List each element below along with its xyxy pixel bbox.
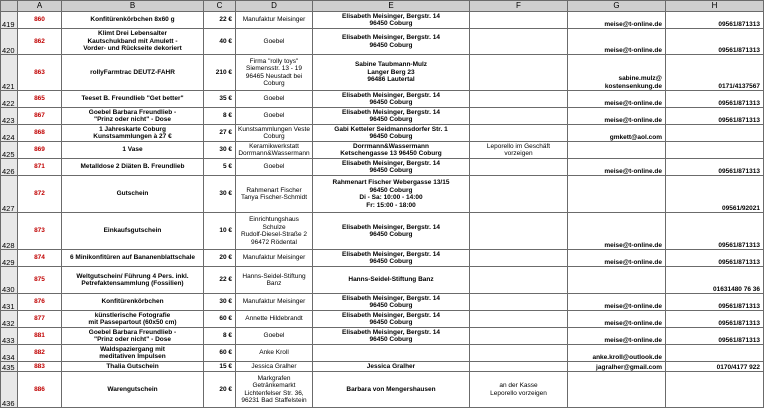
- cell-value[interactable]: 22 €: [204, 12, 236, 29]
- cell-email[interactable]: meise@t-online.de: [568, 91, 666, 108]
- cell-number[interactable]: 873: [18, 213, 62, 250]
- cell-donor[interactable]: Goebel: [236, 159, 313, 176]
- cell-number[interactable]: 876: [18, 294, 62, 311]
- cell-donor[interactable]: Anke Kroll: [236, 345, 313, 362]
- row-number[interactable]: 432: [1, 311, 18, 328]
- cell-email[interactable]: meise@t-online.de: [568, 328, 666, 345]
- cell-pickup-address[interactable]: Gabi Ketteler Seidmannsdorfer Str. 1 96450 Coburg: [313, 125, 470, 142]
- cell-item[interactable]: Goebel Barbara Freundlieb - "Prinz oder nicht" - Dose: [62, 328, 204, 345]
- cell-item[interactable]: Weltgutschein/ Führung 4 Pers. inkl. Petrefaktensammlung (Fossilien): [62, 267, 204, 294]
- cell-value[interactable]: 20 €: [204, 372, 236, 408]
- cell-note[interactable]: [470, 345, 568, 362]
- cell-item[interactable]: künstlerische Fotografie mit Passepartout (60x50 cm): [62, 311, 204, 328]
- cell-number[interactable]: 882: [18, 345, 62, 362]
- cell-pickup-address[interactable]: Elisabeth Meisinger, Bergstr. 14 96450 Coburg: [313, 311, 470, 328]
- cell-value[interactable]: 27 €: [204, 125, 236, 142]
- cell-email[interactable]: jagralher@gmail.com: [568, 362, 666, 372]
- cell-pickup-address[interactable]: Elisabeth Meisinger, Bergstr. 14 96450 Coburg: [313, 250, 470, 267]
- column-header-d[interactable]: D: [236, 1, 313, 12]
- cell-item[interactable]: rollyFarmtrac DEUTZ-FAHR: [62, 55, 204, 91]
- cell-email[interactable]: anke.kroll@outlook.de: [568, 345, 666, 362]
- cell-number[interactable]: 872: [18, 176, 62, 213]
- cell-phone[interactable]: [666, 142, 764, 159]
- table-row: [1, 142, 764, 159]
- row-number[interactable]: 429: [1, 250, 18, 267]
- cell-note[interactable]: [470, 267, 568, 294]
- corner-cell[interactable]: [1, 1, 18, 12]
- cell-donor[interactable]: Manufaktur Meisinger: [236, 12, 313, 29]
- cell-note[interactable]: [470, 176, 568, 213]
- row-number[interactable]: 424: [1, 125, 18, 142]
- table-row: [1, 91, 764, 108]
- row-number[interactable]: 434: [1, 345, 18, 362]
- table-row: [1, 372, 764, 408]
- cell-phone[interactable]: 09561/871313: [666, 294, 764, 311]
- cell-note[interactable]: [470, 362, 568, 372]
- cell-donor[interactable]: Manufaktur Meisinger: [236, 294, 313, 311]
- cell-note[interactable]: [470, 294, 568, 311]
- cell-pickup-address[interactable]: Elisabeth Meisinger, Bergstr. 14 96450 Coburg: [313, 29, 470, 55]
- cell-note[interactable]: [470, 55, 568, 91]
- cell-value[interactable]: 8 €: [204, 328, 236, 345]
- cell-value[interactable]: 5 €: [204, 159, 236, 176]
- cell-phone[interactable]: 09561/92021: [666, 176, 764, 213]
- cell-item[interactable]: Metalldose 2 Diäten B. Freundlieb: [62, 159, 204, 176]
- cell-pickup-address[interactable]: [313, 345, 470, 362]
- cell-phone[interactable]: 0171/4137567: [666, 55, 764, 91]
- table-row: [1, 125, 764, 142]
- cell-item[interactable]: Teeset B. Freundlieb "Get better": [62, 91, 204, 108]
- cell-note[interactable]: an der Kasse Leporello vorzeigen: [470, 372, 568, 408]
- cell-phone[interactable]: 09561/871313: [666, 91, 764, 108]
- cell-donor[interactable]: Keramikwerkstatt Dorrmann&Wassermann: [236, 142, 313, 159]
- cell-donor[interactable]: Goebel: [236, 328, 313, 345]
- cell-email[interactable]: meise@t-online.de: [568, 311, 666, 328]
- cell-note[interactable]: [470, 213, 568, 250]
- cell-number[interactable]: 867: [18, 108, 62, 125]
- cell-item[interactable]: Warengutschein: [62, 372, 204, 408]
- cell-item[interactable]: 1 Vase: [62, 142, 204, 159]
- cell-phone[interactable]: 09561/871313: [666, 311, 764, 328]
- table-row: [1, 267, 764, 294]
- column-header-e[interactable]: E: [313, 1, 470, 12]
- table-row: [1, 311, 764, 328]
- cell-number[interactable]: 863: [18, 55, 62, 91]
- row-number[interactable]: 420: [1, 29, 18, 55]
- cell-value[interactable]: 40 €: [204, 29, 236, 55]
- column-header-b[interactable]: B: [62, 1, 204, 12]
- cell-item[interactable]: Konfitürenkörbchen: [62, 294, 204, 311]
- cell-item[interactable]: 6 Minikonfitüren auf Bananenblattschale: [62, 250, 204, 267]
- cell-item[interactable]: Thalia Gutschein: [62, 362, 204, 372]
- column-header-a[interactable]: A: [18, 1, 62, 12]
- table-row: [1, 250, 764, 267]
- row-number[interactable]: 433: [1, 328, 18, 345]
- cell-email[interactable]: [568, 372, 666, 408]
- table-row: [1, 294, 764, 311]
- cell-donor[interactable]: Markgrafen Getränkemarkt Lichtenfelser Str. 36, 96231 Bad Staffelstein: [236, 372, 313, 408]
- cell-donor[interactable]: Goebel: [236, 108, 313, 125]
- cell-phone[interactable]: 09561/871313: [666, 250, 764, 267]
- cell-note[interactable]: [470, 29, 568, 55]
- cell-note[interactable]: [470, 91, 568, 108]
- cell-email[interactable]: sabine.mulz@ kostensenkung.de: [568, 55, 666, 91]
- column-header-h[interactable]: H: [666, 1, 764, 12]
- cell-value[interactable]: 30 €: [204, 294, 236, 311]
- cell-pickup-address[interactable]: Elisabeth Meisinger, Bergstr. 14 96450 Coburg: [313, 213, 470, 250]
- table-row: [1, 345, 764, 362]
- cell-note[interactable]: [470, 328, 568, 345]
- row-number[interactable]: 422: [1, 91, 18, 108]
- cell-value[interactable]: 30 €: [204, 142, 236, 159]
- cell-number[interactable]: 868: [18, 125, 62, 142]
- cell-value[interactable]: 60 €: [204, 311, 236, 328]
- cell-value[interactable]: 210 €: [204, 55, 236, 91]
- cell-email[interactable]: [568, 267, 666, 294]
- cell-note[interactable]: [470, 159, 568, 176]
- cell-email[interactable]: [568, 142, 666, 159]
- table-row: [1, 176, 764, 213]
- cell-donor[interactable]: Einrichtungshaus Schulze Rudolf-Diesel-Straße 2 96472 Rödental: [236, 213, 313, 250]
- row-number[interactable]: 435: [1, 362, 18, 372]
- cell-number[interactable]: 883: [18, 362, 62, 372]
- cell-email[interactable]: [568, 176, 666, 213]
- cell-phone[interactable]: 09561/871313: [666, 29, 764, 55]
- cell-pickup-address[interactable]: Hanns-Seidel-Stiftung Banz: [313, 267, 470, 294]
- cell-donor[interactable]: Kunstsammlungen Veste Coburg: [236, 125, 313, 142]
- cell-phone[interactable]: 09561/871313: [666, 159, 764, 176]
- cell-email[interactable]: gmkett@aol.com: [568, 125, 666, 142]
- cell-value[interactable]: 30 €: [204, 176, 236, 213]
- column-header-g[interactable]: G: [568, 1, 666, 12]
- cell-value[interactable]: 60 €: [204, 345, 236, 362]
- cell-donor[interactable]: Goebel: [236, 91, 313, 108]
- cell-number[interactable]: 865: [18, 91, 62, 108]
- row-number[interactable]: 421: [1, 55, 18, 91]
- cell-note[interactable]: [470, 12, 568, 29]
- cell-email[interactable]: meise@t-online.de: [568, 108, 666, 125]
- cell-number[interactable]: 862: [18, 29, 62, 55]
- cell-number[interactable]: 877: [18, 311, 62, 328]
- cell-email[interactable]: meise@t-online.de: [568, 159, 666, 176]
- cell-donor[interactable]: Manufaktur Meisinger: [236, 250, 313, 267]
- cell-phone[interactable]: 09561/871313: [666, 12, 764, 29]
- column-header-row: [1, 1, 764, 12]
- cell-note[interactable]: [470, 250, 568, 267]
- cell-email[interactable]: meise@t-online.de: [568, 250, 666, 267]
- cell-pickup-address[interactable]: Elisabeth Meisinger, Bergstr. 14 96450 Coburg: [313, 294, 470, 311]
- cell-value[interactable]: 22 €: [204, 267, 236, 294]
- row-number[interactable]: 426: [1, 159, 18, 176]
- table-row: [1, 213, 764, 250]
- row-number[interactable]: 427: [1, 176, 18, 213]
- row-number[interactable]: 436: [1, 372, 18, 408]
- table-row: [1, 362, 764, 372]
- row-number[interactable]: 431: [1, 294, 18, 311]
- cell-pickup-address[interactable]: Elisabeth Meisinger, Bergstr. 14 96450 Coburg: [313, 12, 470, 29]
- cell-note[interactable]: [470, 108, 568, 125]
- cell-item[interactable]: Goebel Barbara Freundlieb - "Prinz oder nicht" - Dose: [62, 108, 204, 125]
- cell-pickup-address[interactable]: Barbara von Mengershausen: [313, 372, 470, 408]
- cell-donor[interactable]: Jessica Gralher: [236, 362, 313, 372]
- cell-email[interactable]: meise@t-online.de: [568, 294, 666, 311]
- cell-note[interactable]: Leporello im Geschäft vorzeigen: [470, 142, 568, 159]
- column-header-c[interactable]: C: [204, 1, 236, 12]
- cell-item[interactable]: 1 Jahreskarte Coburg Kunstsammlungen à 27 €: [62, 125, 204, 142]
- cell-item[interactable]: Konfitürenkörbchen 8x60 g: [62, 12, 204, 29]
- table-row: [1, 328, 764, 345]
- cell-pickup-address[interactable]: Dorrmann&Wassermann Ketschengasse 13 96450 Coburg: [313, 142, 470, 159]
- cell-number[interactable]: 886: [18, 372, 62, 408]
- table-row: [1, 55, 764, 91]
- cell-value[interactable]: 20 €: [204, 250, 236, 267]
- cell-email[interactable]: meise@t-online.de: [568, 12, 666, 29]
- cell-pickup-address[interactable]: Elisabeth Meisinger, Bergstr. 14 96450 Coburg: [313, 159, 470, 176]
- row-number[interactable]: 428: [1, 213, 18, 250]
- cell-email[interactable]: meise@t-online.de: [568, 213, 666, 250]
- cell-phone[interactable]: 01631480 76 36: [666, 267, 764, 294]
- cell-donor[interactable]: Rahmenart Fischer Tanya Fischer-Schmidt: [236, 176, 313, 213]
- cell-pickup-address[interactable]: Sabine Taubmann-Mulz Langer Berg 23 96486 Lautertal: [313, 55, 470, 91]
- cell-email[interactable]: meise@t-online.de: [568, 29, 666, 55]
- row-number[interactable]: 419: [1, 12, 18, 29]
- cell-value[interactable]: 15 €: [204, 362, 236, 372]
- cell-item[interactable]: Waldspaziergang mit meditativen Impulsen: [62, 345, 204, 362]
- cell-item[interactable]: Klimt Drei Lebensalter Kautschukband mit Amulett - Vorder- und Rückseite dekoriert: [62, 29, 204, 55]
- cell-phone[interactable]: [666, 125, 764, 142]
- row-number[interactable]: 425: [1, 142, 18, 159]
- table-row: [1, 108, 764, 125]
- cell-number[interactable]: 881: [18, 328, 62, 345]
- cell-pickup-address[interactable]: Rahmenart Fischer Webergasse 13/15 96450 Coburg Di - Sa: 10:00 - 14:00 Fr: 15:00 - 18:00: [313, 176, 470, 213]
- column-header-f[interactable]: F: [470, 1, 568, 12]
- cell-donor[interactable]: Annette Hildebrandt: [236, 311, 313, 328]
- cell-phone[interactable]: [666, 345, 764, 362]
- cell-number[interactable]: 874: [18, 250, 62, 267]
- cell-item[interactable]: Einkaufsgutschein: [62, 213, 204, 250]
- cell-note[interactable]: [470, 311, 568, 328]
- cell-phone[interactable]: 09561/871313: [666, 328, 764, 345]
- cell-phone[interactable]: [666, 372, 764, 408]
- cell-phone[interactable]: 0170/4177 922: [666, 362, 764, 372]
- table-row: [1, 159, 764, 176]
- cell-donor[interactable]: Hanns-Seidel-Stiftung Banz: [236, 267, 313, 294]
- cell-phone[interactable]: 09561/871313: [666, 108, 764, 125]
- table-row: [1, 12, 764, 29]
- cell-pickup-address[interactable]: Elisabeth Meisinger, Bergstr. 14 96450 Coburg: [313, 328, 470, 345]
- row-number[interactable]: 430: [1, 267, 18, 294]
- cell-pickup-address[interactable]: Elisabeth Meisinger, Bergstr. 14 96450 Coburg: [313, 108, 470, 125]
- cell-pickup-address[interactable]: Jessica Gralher: [313, 362, 470, 372]
- row-number[interactable]: 423: [1, 108, 18, 125]
- cell-number[interactable]: 875: [18, 267, 62, 294]
- cell-note[interactable]: [470, 125, 568, 142]
- cell-number[interactable]: 869: [18, 142, 62, 159]
- cell-phone[interactable]: 09561/871313: [666, 213, 764, 250]
- cell-donor[interactable]: Goebel: [236, 29, 313, 55]
- cell-item[interactable]: Gutschein: [62, 176, 204, 213]
- cell-number[interactable]: 871: [18, 159, 62, 176]
- cell-value[interactable]: 10 €: [204, 213, 236, 250]
- cell-value[interactable]: 35 €: [204, 91, 236, 108]
- cell-donor[interactable]: Firma "rolly toys" Siemensstr. 13 - 19 96465 Neustadt bei Coburg: [236, 55, 313, 91]
- cell-value[interactable]: 8 €: [204, 108, 236, 125]
- cell-pickup-address[interactable]: Elisabeth Meisinger, Bergstr. 14 96450 Coburg: [313, 91, 470, 108]
- cell-number[interactable]: 860: [18, 12, 62, 29]
- table-row: [1, 29, 764, 55]
